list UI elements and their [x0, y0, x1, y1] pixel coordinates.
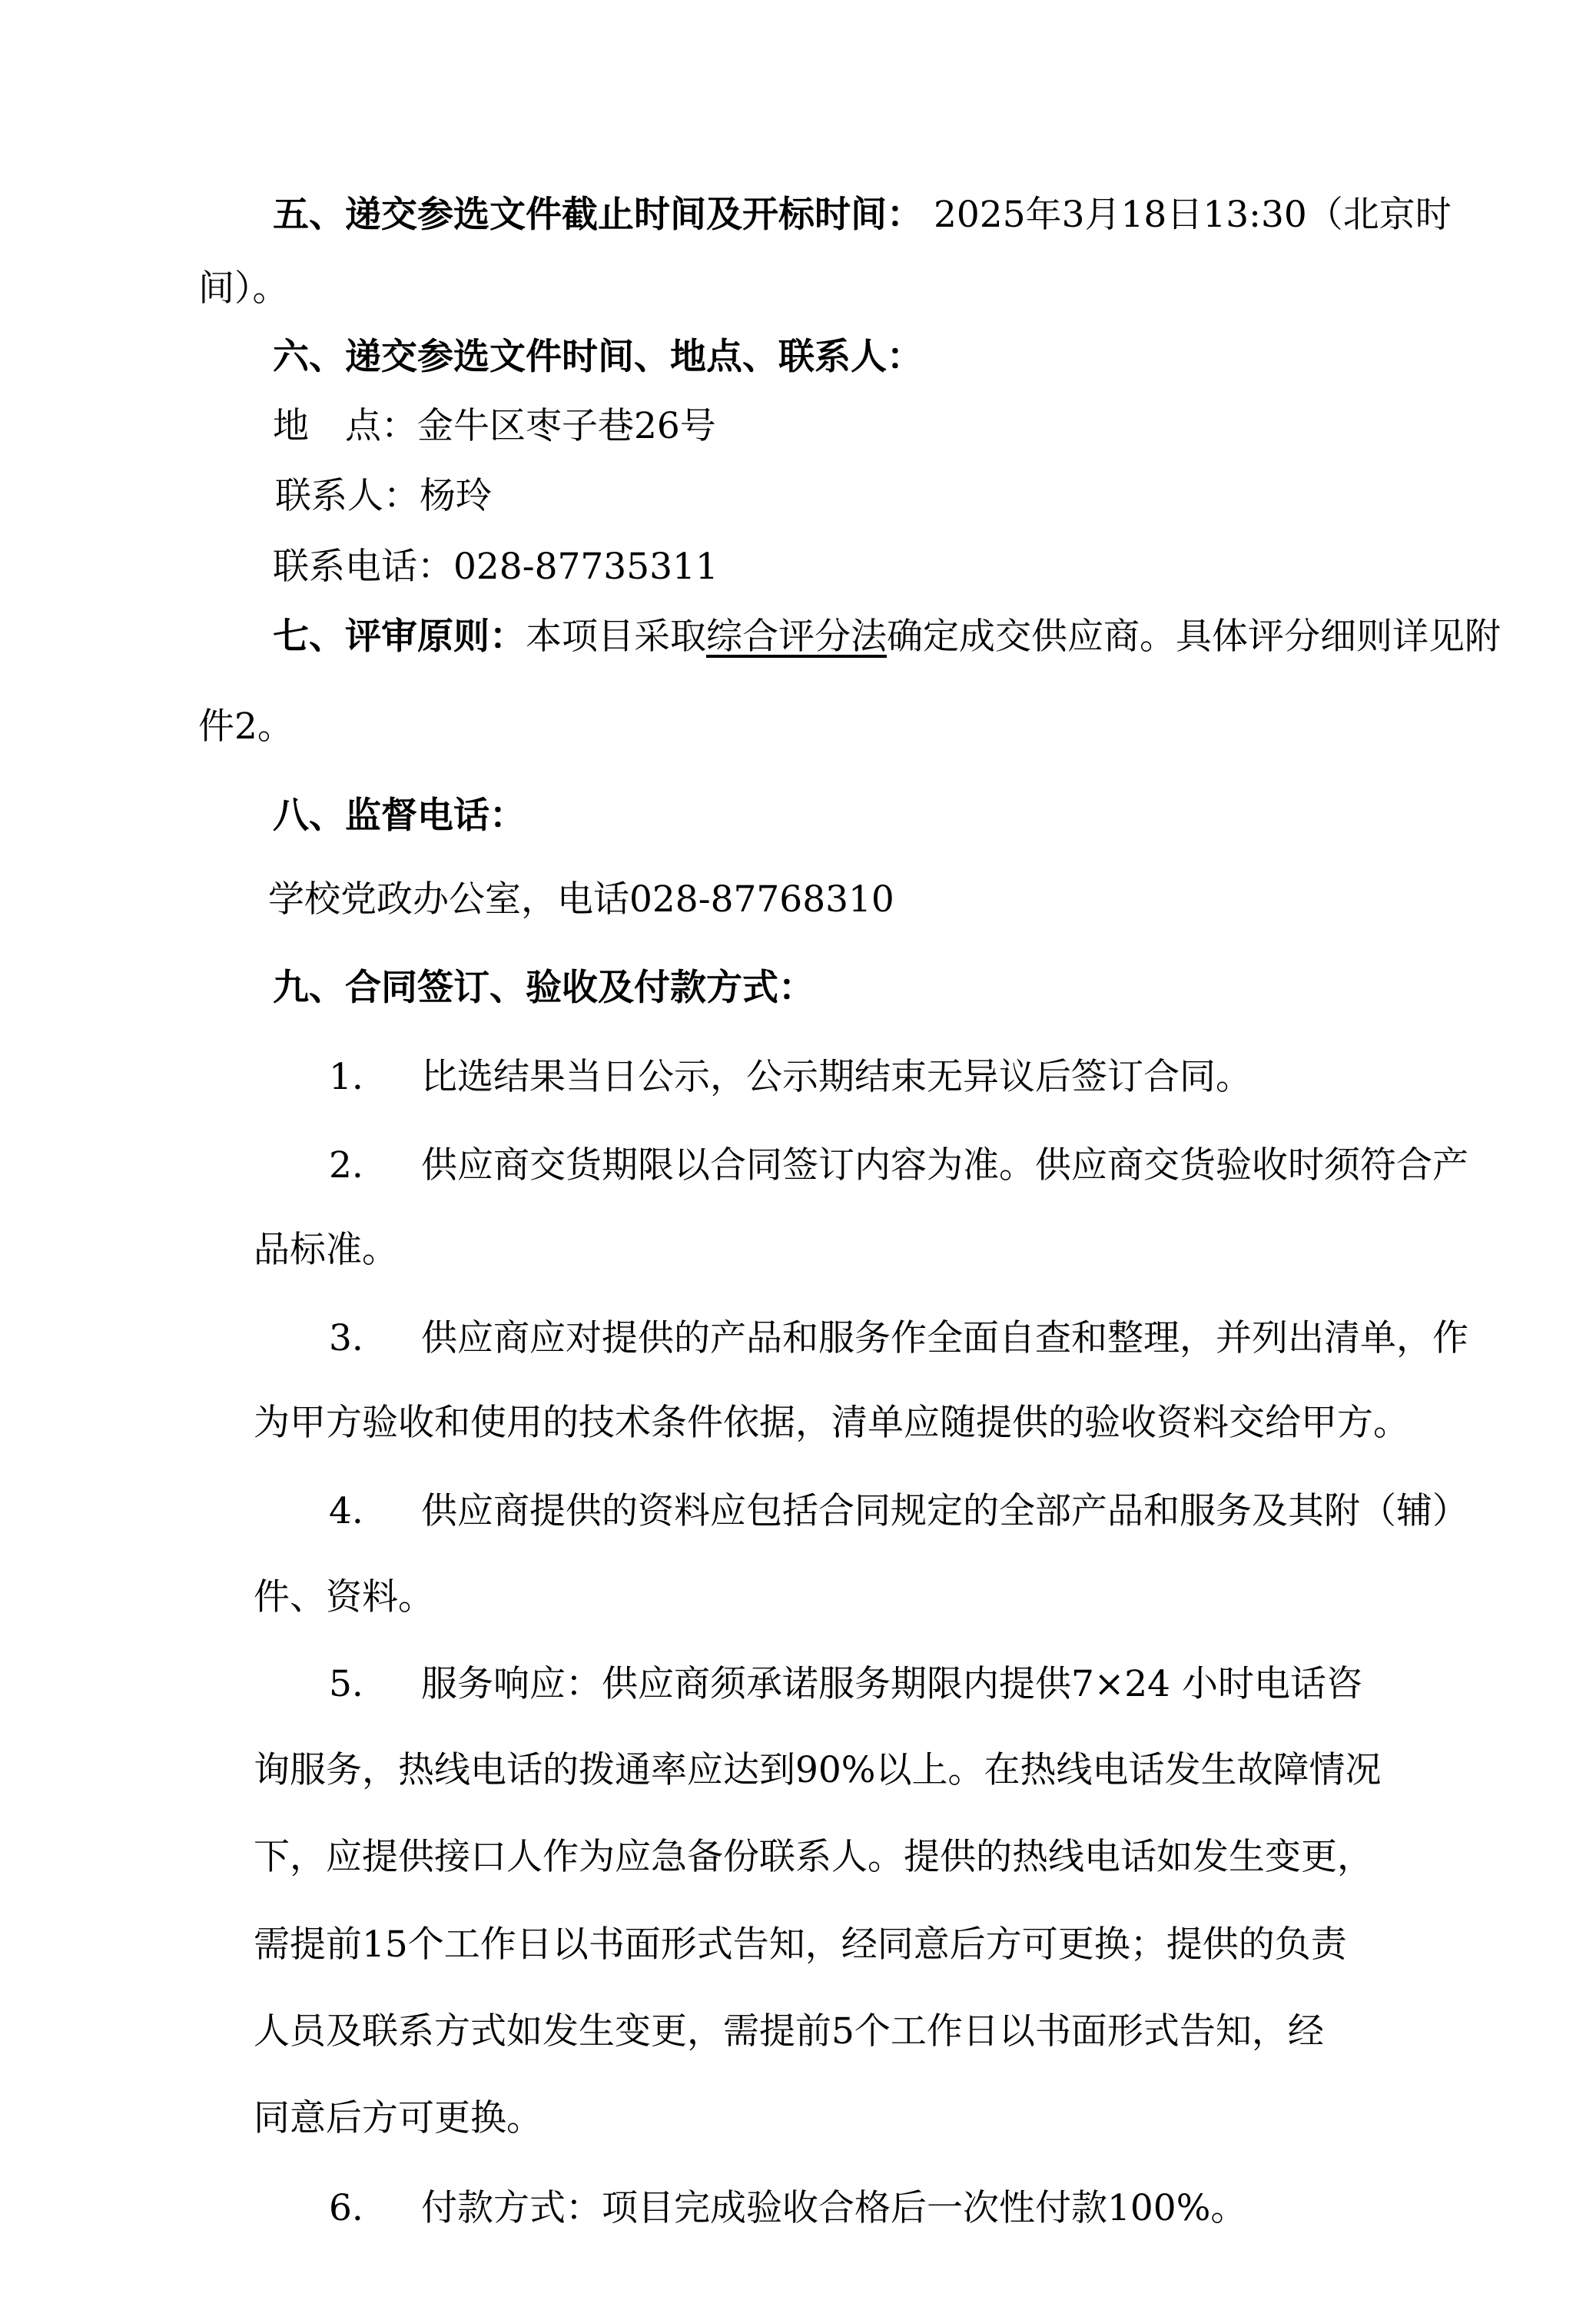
- section6-phone: 联系电话：028-87735311: [273, 546, 718, 588]
- list-item: [329, 1663, 1363, 1705]
- section5-heading: 五、递交参选文件截止时间及开标时间：: [273, 194, 923, 236]
- section7-heading: 七、评审原则：: [273, 616, 526, 658]
- list-item-text: 服务响应：供应商须承诺服务期限内提供7×24 小时电话咨: [421, 1663, 1363, 1705]
- list-item-number: 1.: [329, 1056, 363, 1098]
- list-item: [329, 2187, 1247, 2229]
- list-item-text-cont: 同意后方可更换。: [254, 2097, 543, 2139]
- list-item-text-cont: 下，应提供接口人作为应急备份联系人。提供的热线电话如发生变更，: [254, 1836, 1373, 1878]
- list-item: [329, 1056, 1252, 1098]
- section5-text: 2025年3月18日13:30（北京时: [934, 194, 1452, 236]
- list-item-text-cont: 件、资料。: [254, 1576, 434, 1618]
- section7-text-after: 确定成交供应商。具体评分细则详见附: [887, 616, 1501, 658]
- section9-heading: 九、合同签订、验收及付款方式：: [273, 967, 815, 1009]
- section7-method: 综合评分法: [706, 616, 887, 658]
- section7-text-cont: 件2。: [198, 705, 294, 748]
- section5-text-cont: 间）。: [198, 267, 289, 310]
- section5-line: [273, 194, 1452, 236]
- list-item-text-cont: 询服务，热线电话的拨通率应达到90%以上。在热线电话发生故障情况: [254, 1749, 1382, 1791]
- section6-heading: 六、递交参选文件时间、地点、联系人：: [273, 336, 923, 378]
- list-item-text: 供应商提供的资料应包括合同规定的全部产品和服务及其附（辅）: [421, 1490, 1468, 1532]
- list-item: [329, 1490, 1468, 1532]
- list-item-text: 付款方式：项目完成验收合格后一次性付款100%。: [421, 2187, 1247, 2229]
- section6-address: 地 点：金牛区枣子巷26号: [273, 405, 716, 447]
- list-item-text-cont: 人员及联系方式如发生变更，需提前5个工作日以书面形式告知，经: [254, 2010, 1324, 2053]
- list-item: [329, 1144, 1468, 1187]
- list-item-number: 4.: [329, 1490, 363, 1532]
- list-item-number: 6.: [329, 2187, 363, 2229]
- section7-line: [273, 616, 1501, 658]
- list-item-text: 比选结果当日公示，公示期结束无异议后签订合同。: [421, 1056, 1252, 1098]
- section6-contact: 联系人：杨玲: [275, 475, 492, 517]
- list-item-text-cont: 品标准。: [254, 1229, 398, 1271]
- list-item-number: 3.: [329, 1317, 363, 1359]
- section7-text-before: 本项目采取: [526, 616, 706, 658]
- list-item-text: 供应商应对提供的产品和服务作全面自查和整理，并列出清单，作: [421, 1317, 1468, 1359]
- list-item-number: 2.: [329, 1144, 363, 1187]
- list-item-text-cont: 需提前15个工作日以书面形式告知，经同意后方可更换；提供的负责: [254, 1923, 1347, 1966]
- list-item: [329, 1317, 1468, 1359]
- list-item-number: 5.: [329, 1663, 363, 1705]
- section8-text: 学校党政办公室，电话028-87768310: [268, 878, 894, 921]
- list-item-text: 供应商交货期限以合同签订内容为准。供应商交货验收时须符合产: [421, 1144, 1468, 1187]
- section8-heading: 八、监督电话：: [273, 795, 526, 837]
- list-item-text-cont: 为甲方验收和使用的技术条件依据，清单应随提供的验收资料交给甲方。: [254, 1402, 1409, 1444]
